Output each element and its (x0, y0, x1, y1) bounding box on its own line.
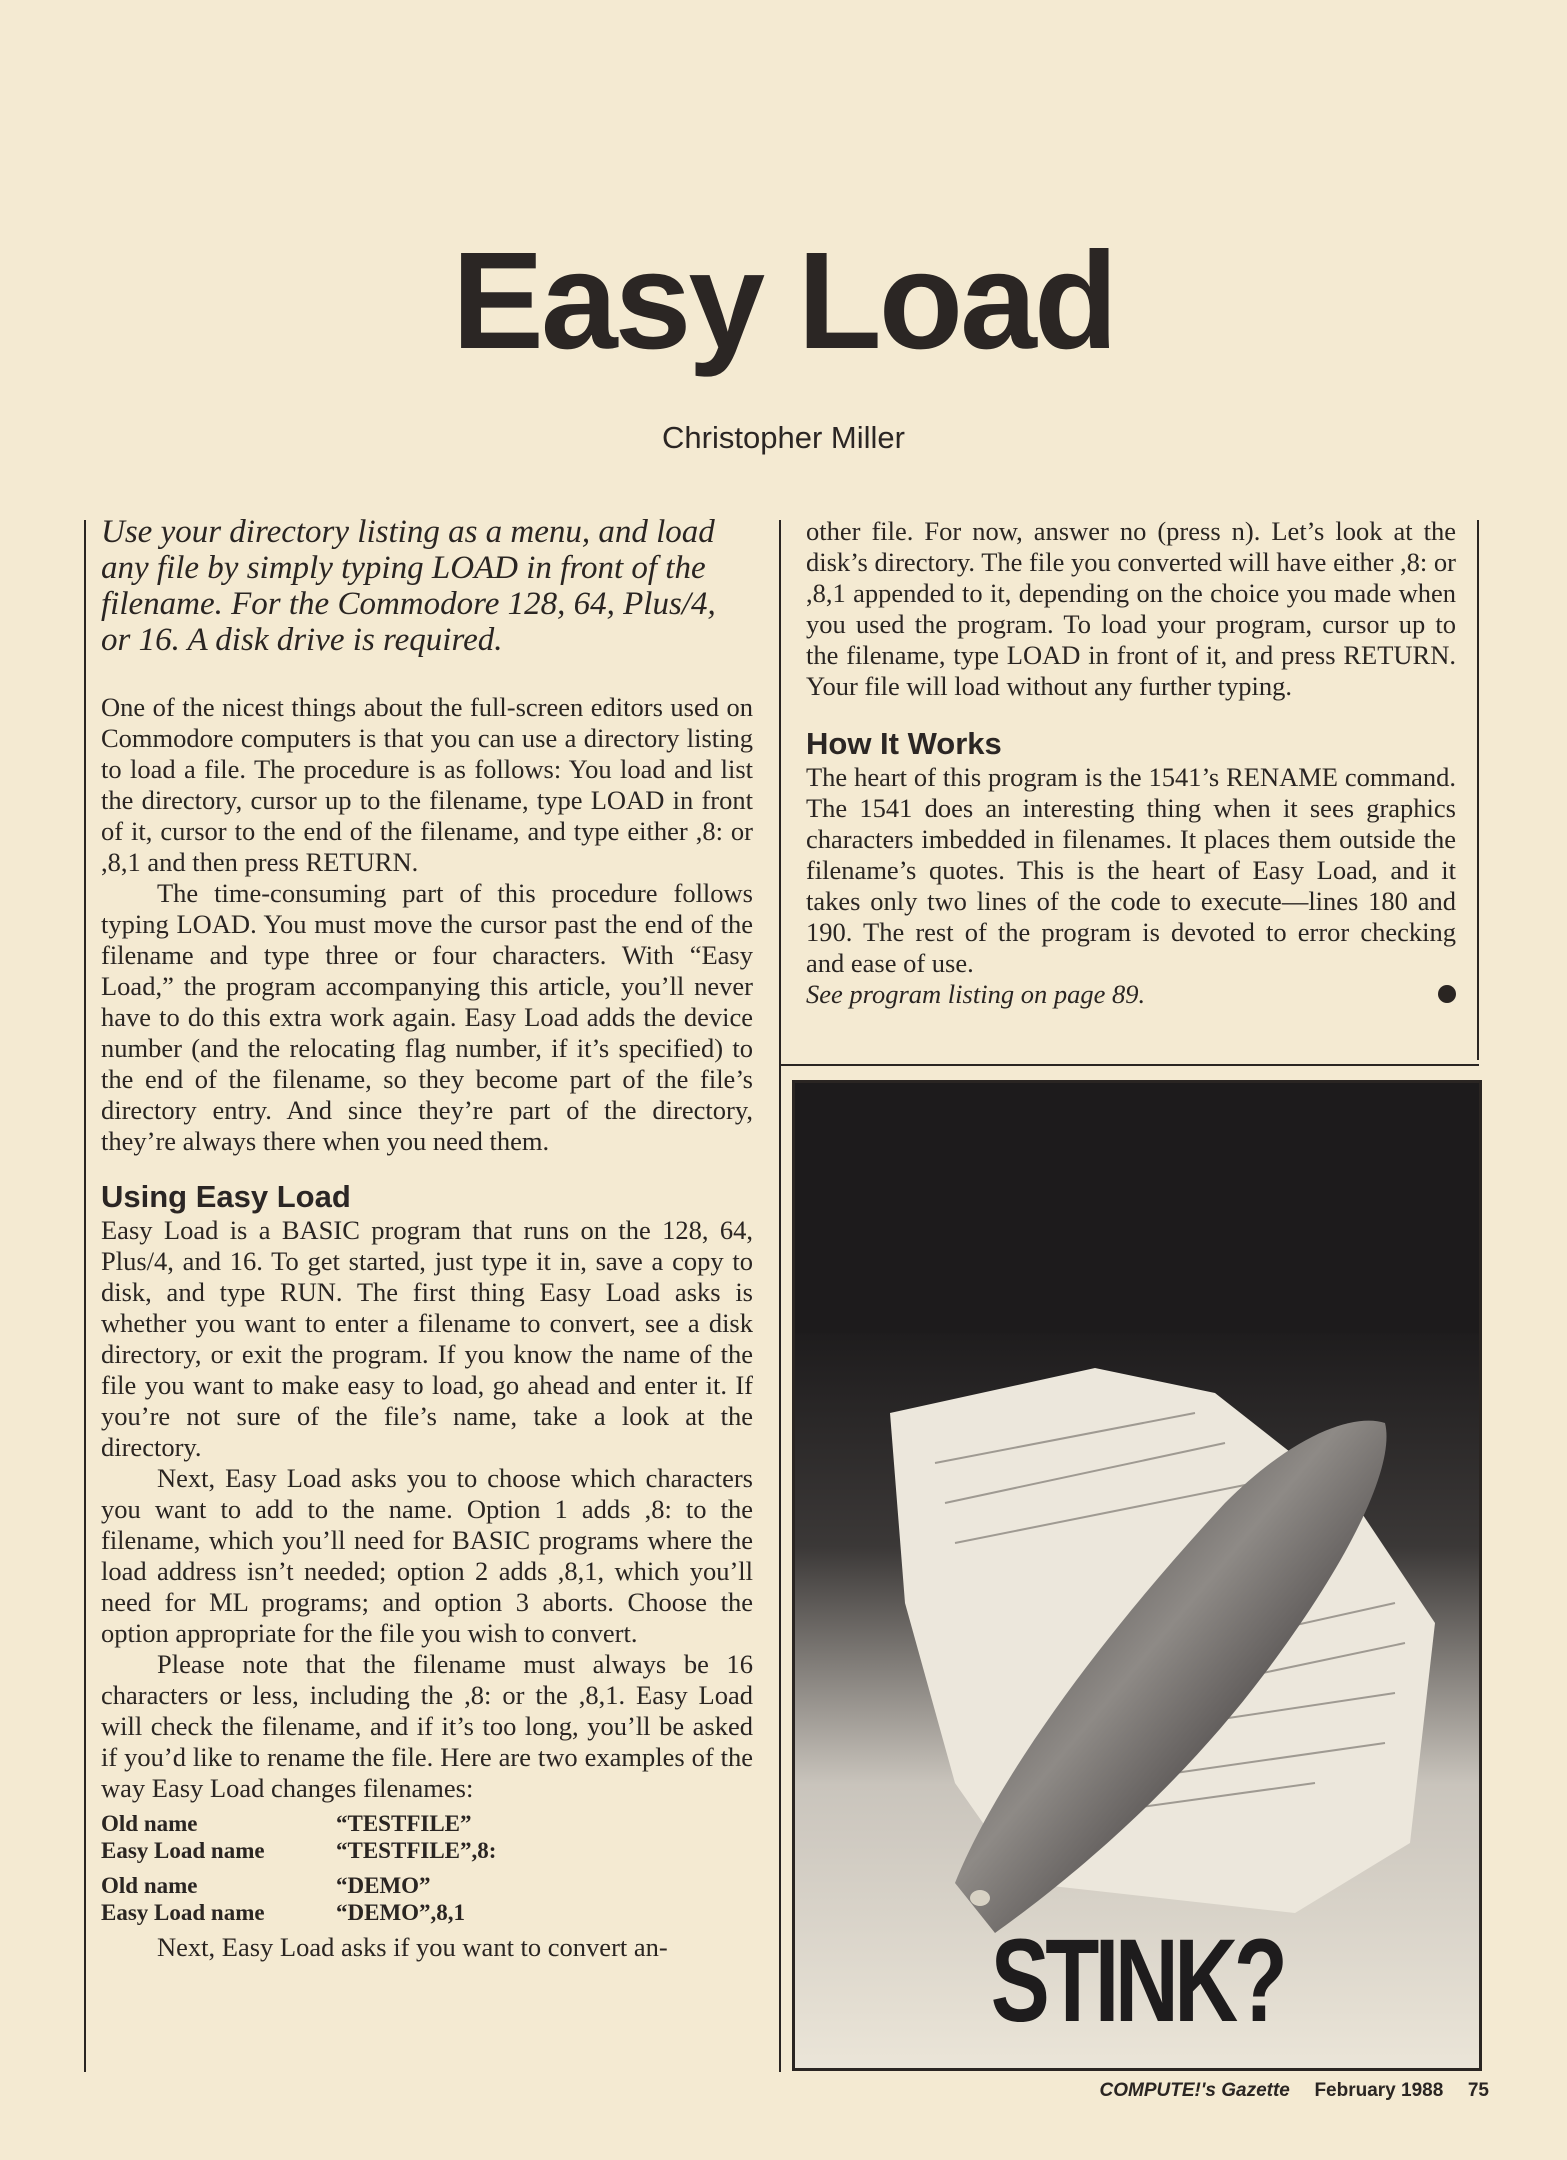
end-mark-icon (1438, 985, 1456, 1003)
section-heading-how: How It Works (806, 726, 1002, 761)
example-value: “TESTFILE” (336, 1811, 472, 1836)
right-column-rule (1477, 520, 1479, 1060)
listing-reference-text: See program listing on page 89. (806, 979, 1146, 1009)
section-heading-using: Using Easy Load (101, 1179, 351, 1214)
paragraph: The time-consuming part of this procedure follows typing LOAD. You must move the cursor past the end of the filename and type three or four characters. With “Easy Load,” the program accompanying this article, you’ll never have to do this extra work again. Easy Load adds the device number (and the relocating flag number, if it’s specified) to the end of the filename, so they become part of the file’s directory entry. And since they’re part of the directory, they’re always there when you need them. (101, 878, 753, 1156)
article-deck: Use your directory listing as a menu, and load any file by simply typing LOAD in front of the filename. For the Commodore 128, 64, Plus/4, or 16. A disk drive is required. (101, 514, 716, 658)
paragraph: The heart of this program is the 1541’s RENAME command. The 1541 does an interesting thing when it sees graphics characters imbedded in filenames. It places them outside the filename’s quotes. This is the heart of Easy Load, and it takes only two lines of the code to execute—lines 180 and 190. The rest of the program is devoted to error checking and ease of use. (806, 762, 1456, 978)
example-label: Old name (101, 1811, 198, 1836)
right-column (806, 516, 1456, 1010)
advertisement (792, 1080, 1482, 2071)
listing-reference (806, 979, 1456, 1010)
page-footer (1100, 2080, 1489, 2102)
filename-examples (101, 1810, 753, 1926)
page-number: 75 (1467, 2080, 1489, 2101)
example-value: “DEMO”,8,1 (336, 1900, 466, 1925)
ad-tagline: STINK? (990, 1915, 1284, 2047)
article-title: Easy Load (451, 224, 1116, 378)
left-column (101, 514, 753, 1963)
paragraph: Easy Load is a BASIC program that runs on the 128, 64, Plus/4, and 16. To get started, just type it in, save a copy to disk, and type RUN. The first thing Easy Load asks is whether you want to enter a filename to convert, see a disk directory, or exit the program. If you know the name of the file you want to make easy to load, go ahead and enter it. If you’re not sure of the file’s name, take a look at the directory. (101, 1215, 753, 1462)
paragraph: Please note that the filename must always be 16 characters or less, including the ,8: or the ,8,1. Easy Load will check the filename, and if it’s too long, you’ll be asked if you’d like to rename the file. Here are two examples of the way Easy Load changes filenames: (101, 1649, 753, 1803)
article-byline: Christopher Miller (662, 420, 905, 455)
paragraph: Next, Easy Load asks you to choose which characters you want to add to the name. Option 1 adds ,8: to the filename, which you’ll need for BASIC programs where the load address isn’t needed; option 2 adds ,8,1, which you’ll need for ML programs; and option 3 aborts. Choose the option appropriate for the file you wish to convert. (101, 1463, 753, 1648)
example-value: “DEMO” (336, 1873, 431, 1898)
example-value: “TESTFILE”,8: (336, 1838, 497, 1863)
paragraph: Next, Easy Load asks if you want to convert an- (157, 1932, 668, 1962)
example-label: Easy Load name (101, 1838, 265, 1863)
example-label: Old name (101, 1873, 198, 1898)
footer-date: February 1988 (1314, 2080, 1444, 2101)
footer-magazine: COMPUTE!'s Gazette (1099, 2080, 1290, 2101)
center-column-rule (779, 520, 781, 2072)
example-label: Easy Load name (101, 1900, 265, 1925)
ad-top-rule (779, 1064, 1479, 1066)
paragraph: One of the nicest things about the full-screen editors used on Commodore computers is that you can use a directory listing to load a file. The procedure is as follows: You load and list the directory, cursor up to the filename, type LOAD in front of it, cursor to the end of the filename, and type either ,8: or ,8,1 and then press RETURN. (101, 692, 753, 877)
paragraph: other file. For now, answer no (press n). Let’s look at the disk’s directory. The file you converted will have either ,8: or ,8,1 appended to it, depending on the choice you made when you used the program. To load your program, cursor up to the filename, type LOAD in front of it, and press RETURN. Your file will load without any further typing. (806, 516, 1456, 701)
left-column-rule (84, 520, 86, 2072)
